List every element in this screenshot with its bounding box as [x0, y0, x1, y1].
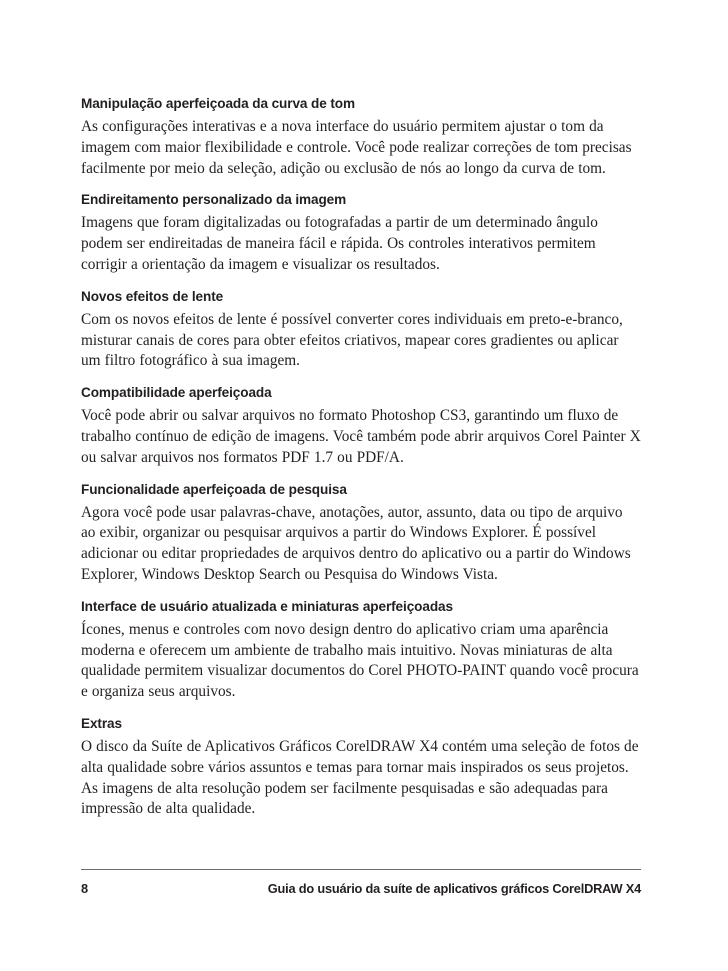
- section-body: Imagens que foram digitalizadas ou fotografadas a partir de um determinado ângulo podem ser endireitadas de maneira fácil e rápida. Os controles interativos permitem corrigir a orientação da imagem e visualizar os resultados.: [81, 214, 598, 273]
- section-body: Ícones, menus e controles com novo design dentro do aplicativo criam uma aparência moderna e oferecem um ambiente de trabalho mais intuitivo. Novas miniaturas de alta qualidade permitem visualizar documentos do Corel PHOTO-PAINT quando você procura e organiza seus arquivos.: [81, 620, 639, 701]
- section-body: O disco da Suíte de Aplicativos Gráficos CorelDRAW X4 contém uma seleção de fotos de alta qualidade sobre vários assuntos e temas para tornar mais inspirados os seus projetos. As imagens de alta resolução podem ser facilmente pesquisadas e são adequadas para impressão de alta qualidade.: [81, 737, 639, 818]
- section-body: As configurações interativas e a nova interface do usuário permitem ajustar o tom da imagem com maior flexibilidade e controle. Você pode realizar correções de tom precisas facilmente por meio da seleção, adição ou exclusão de nós ao longo da curva de tom.: [81, 118, 632, 177]
- section-body: Com os novos efeitos de lente é possível converter cores individuais em preto-e-branco, misturar canais de cores para obter efeitos criativos, mapear cores gradientes ou aplicar um filtro fotográfico à sua imagem.: [81, 310, 623, 370]
- page-content: [81, 94, 641, 831]
- footer-divider: [81, 869, 641, 870]
- section-compatibility: [81, 383, 641, 468]
- section-heading: Funcionalidade aperfeiçoada de pesquisa: [81, 481, 347, 497]
- footer-title: Guia do usuário da suíte de aplicativos gráficos CorelDRAW X4: [267, 881, 641, 896]
- section-heading: Compatibilidade aperfeiçoada: [81, 385, 272, 401]
- section-heading: Novos efeitos de lente: [81, 288, 224, 304]
- section-heading: Manipulação aperfeiçoada da curva de tom: [81, 96, 356, 111]
- section-lens-effects: [81, 287, 641, 372]
- page-footer: [81, 879, 641, 899]
- section-extras: [81, 714, 641, 820]
- section-heading: Interface de usuário atualizada e miniaturas aperfeiçoadas: [81, 598, 453, 614]
- section-body: Agora você pode usar palavras-chave, anotações, autor, assunto, data ou tipo de arquivo ao exibir, organizar ou pesquisar arquivos a partir do Windows Explorer. É possível adicionar ou editar propriedades de arquivos dentro do aplicativo ou a partir do Windows Explorer, Windows Desktop Search ou Pesquisa do Windows Vista.: [81, 503, 631, 583]
- page-number: 8: [81, 881, 89, 896]
- section-image-straightening: [81, 190, 641, 275]
- section-search: [81, 480, 641, 586]
- section-heading: Endireitamento personalizado da imagem: [81, 192, 347, 208]
- section-heading: Extras: [81, 715, 122, 731]
- section-body: Você pode abrir ou salvar arquivos no formato Photoshop CS3, garantindo um fluxo de trabalho contínuo de edição de imagens. Você também pode abrir arquivos Corel Painter X ou salvar arquivos nos formatos PDF 1.7 ou PDF/A.: [81, 407, 641, 466]
- section-ui-thumbnails: [81, 597, 641, 703]
- section-tone-curve: [81, 94, 641, 179]
